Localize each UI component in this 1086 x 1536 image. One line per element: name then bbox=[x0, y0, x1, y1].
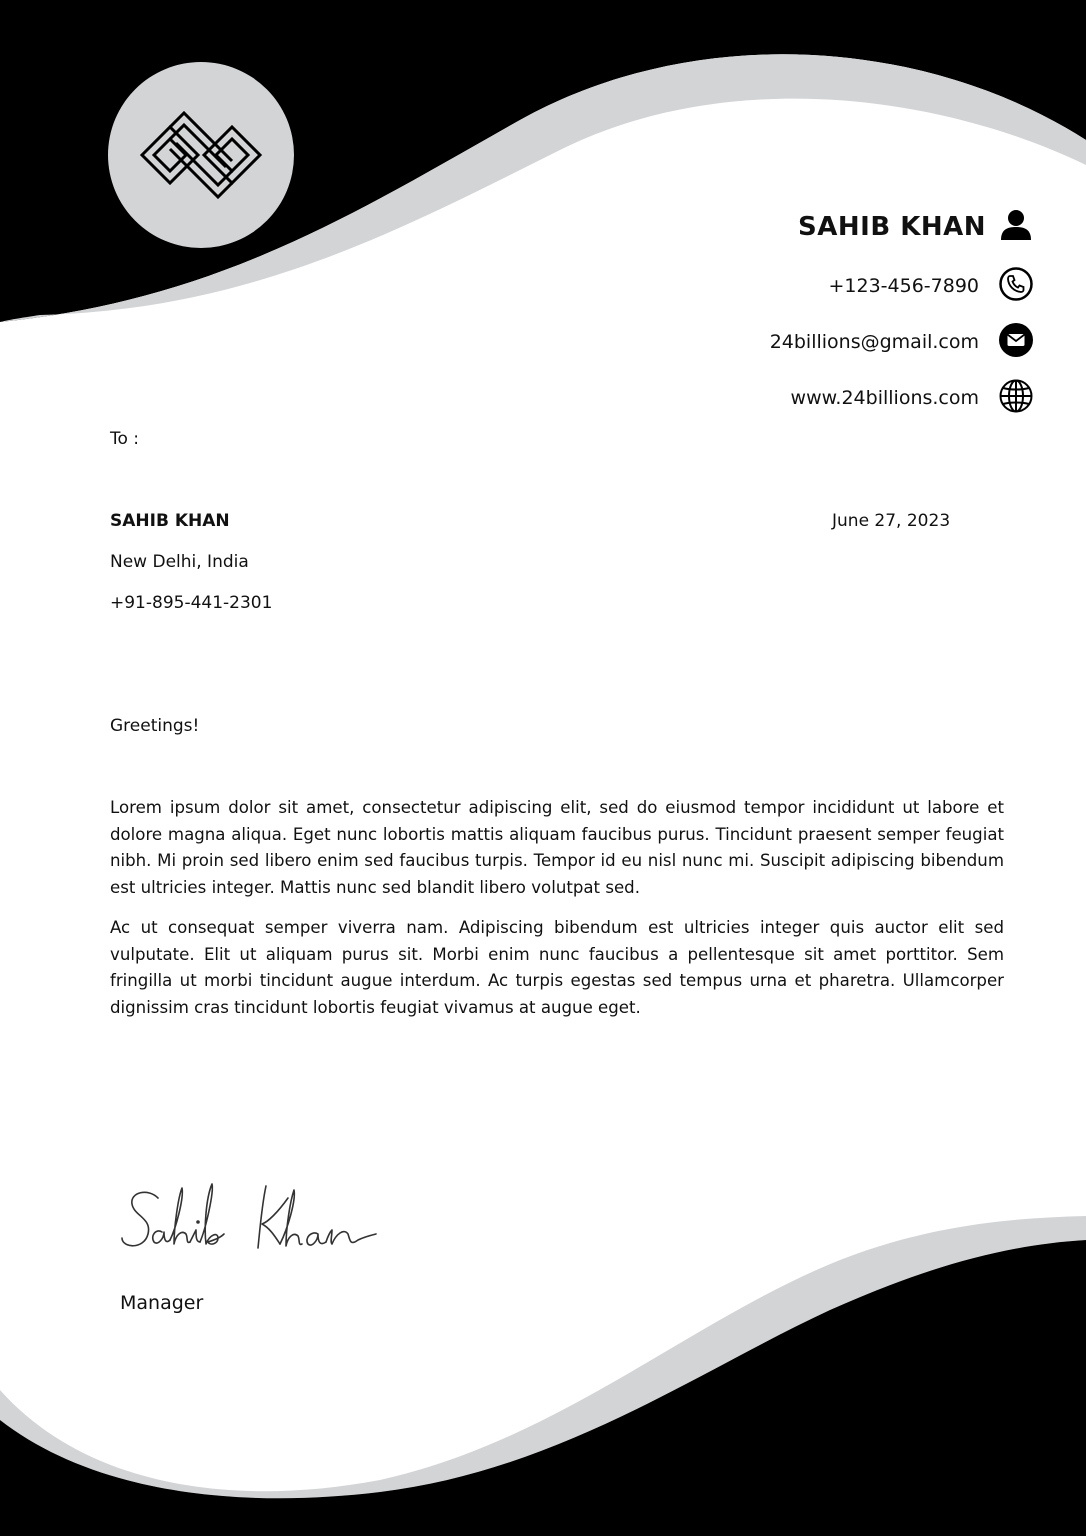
company-logo bbox=[108, 62, 294, 248]
recipient-name: SAHIB KHAN bbox=[110, 511, 230, 531]
recipient-phone: +91-895-441-2301 bbox=[110, 593, 273, 613]
letter-date: June 27, 2023 bbox=[832, 511, 951, 531]
header-name: SAHIB KHAN bbox=[798, 212, 986, 242]
header-email[interactable]: 24billions@gmail.com bbox=[769, 331, 979, 353]
header-website[interactable]: www.24billions.com bbox=[790, 387, 979, 409]
infinity-knot-logo-icon bbox=[140, 110, 262, 200]
handwritten-signature bbox=[118, 1178, 388, 1268]
person-icon bbox=[998, 207, 1034, 243]
header-phone[interactable]: +123-456-7890 bbox=[828, 275, 979, 297]
mail-icon bbox=[998, 322, 1034, 358]
to-label: To : bbox=[110, 429, 140, 449]
greeting: Greetings! bbox=[110, 716, 200, 736]
footer-black-wave bbox=[0, 1240, 1086, 1536]
recipient-location: New Delhi, India bbox=[110, 552, 249, 572]
body-paragraph-1: Lorem ipsum dolor sit amet, consectetur adipiscing elit, sed do eiusmod tempor incididunt ut labore et dolore magna aliqua. Eget nunc lobortis mattis aliquam faucibus purus. Tincidunt praesent semper feugiat nibh. Mi proin sed libero enim sed faucibus turpis. Tempor id eu nisl nunc mi. Suscipit adipiscing bibendum est ultricies integer. Mattis nunc sed blandit libero volutpat sed. bbox=[110, 798, 1004, 897]
body-paragraph-2: Ac ut consequat semper viverra nam. Adipiscing bibendum est ultricies integer quis auctor elit sed vulputate. Elit ut aliquam purus sit. Morbi enim nunc faucibus a pellentesque sit amet porttitor. Sem fringilla ut morbi tincidunt augue interdum. Ac turpis egestas sed tempus urna et pharetra. Ullamcorper dignissim cras tincidunt lobortis feugiat vivamus at augue eget. bbox=[110, 918, 1004, 1017]
signer-title: Manager bbox=[120, 1292, 204, 1314]
phone-icon bbox=[998, 266, 1034, 302]
globe-icon bbox=[998, 378, 1034, 414]
